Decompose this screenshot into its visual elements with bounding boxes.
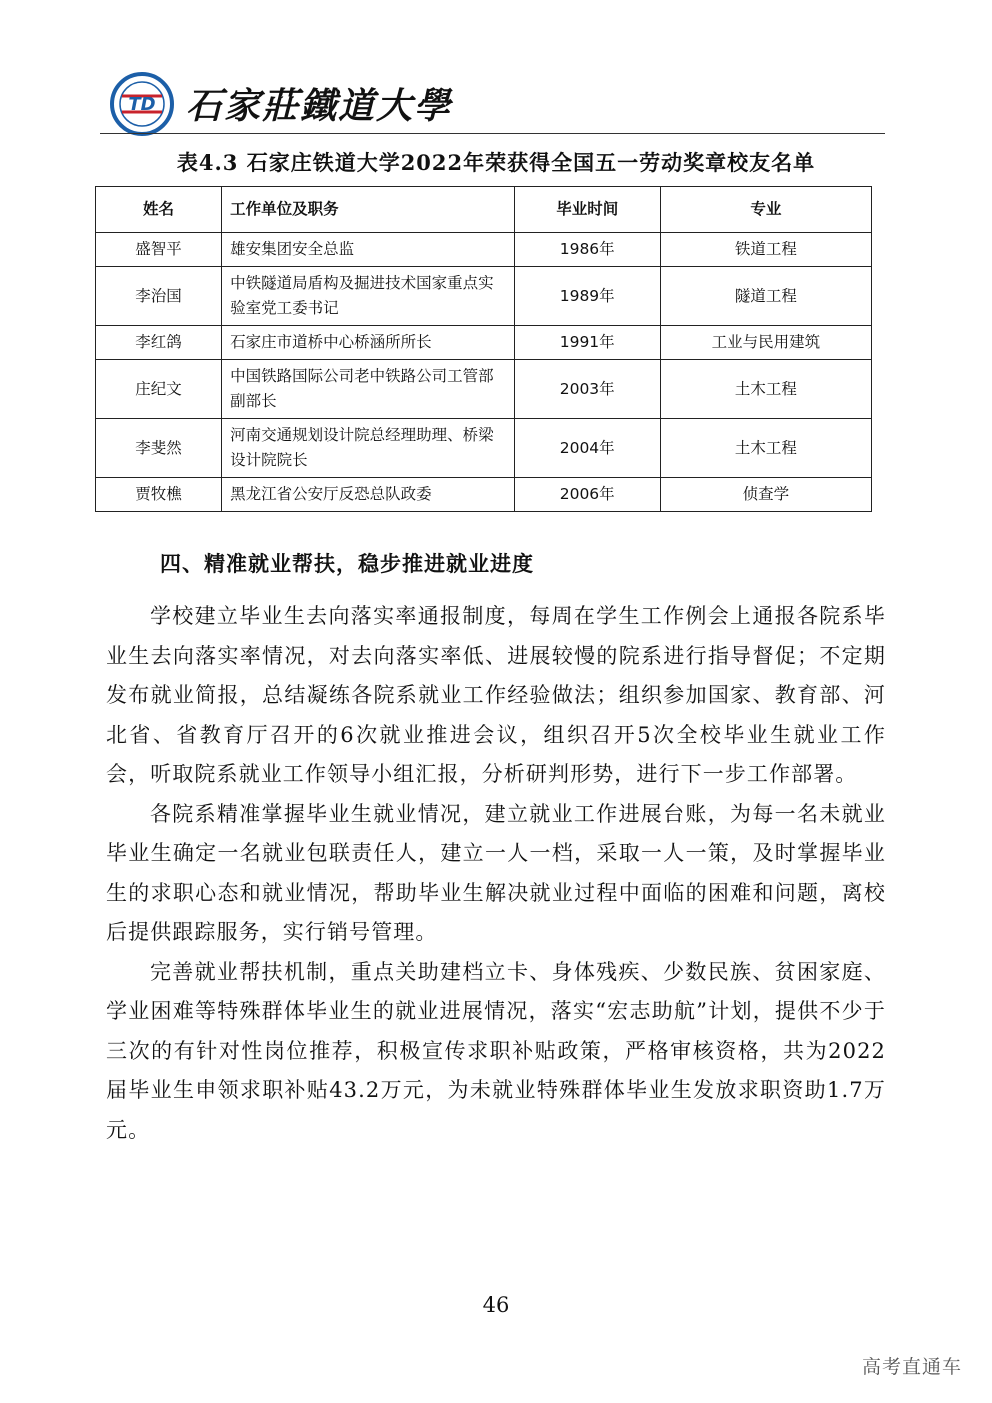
cell-major: 土木工程 [660,360,871,419]
column-header-year: 毕业时间 [514,187,660,233]
watermark: 高考直通车 [861,1356,962,1378]
column-header-name: 姓名 [96,187,222,233]
cell-unit: 黑龙江省公安厅反恐总队政委 [222,478,515,512]
cell-unit: 石家庄市道桥中心桥涵所所长 [222,326,515,360]
cell-year: 1989年 [514,267,660,326]
page-header [110,70,885,134]
section-heading: 四、精准就业帮扶，稳步推进就业进度 [160,551,534,576]
table-row [96,267,872,326]
cell-name: 李斐然 [96,419,222,478]
cell-major: 侦查学 [660,478,871,512]
page-number: 46 [482,1293,510,1317]
cell-name: 庄纪文 [96,360,222,419]
cell-year: 1986年 [514,233,660,267]
table-row [96,478,872,512]
cell-year: 2004年 [514,419,660,478]
logo-monogram: TD [128,94,156,115]
header-rule [100,133,885,134]
cell-major: 隧道工程 [660,267,871,326]
cell-major: 铁道工程 [660,233,871,267]
table-row [96,360,872,419]
cell-major: 土木工程 [660,419,871,478]
table-title: 表4.3 石家庄铁道大学2022年荣获得全国五一劳动奖章校友名单 [176,150,816,175]
paragraph: 学校建立毕业生去向落实率通报制度，每周在学生工作例会上通报各院系毕业生去向落实率情况，对去向落实率低、进展较慢的院系进行指导督促；不定期发布就业简报，总结凝练各院系就业工作经验做法；组织参加国家、教育部、河北省、省教育厅召开的6次就业推进会议，组织召开5次全校毕业生就业工作会，听取院系就业工作领导小组汇报，分析研判形势，进行下一步工作部署。 [106,604,886,786]
cell-year: 2006年 [514,478,660,512]
cell-major: 工业与民用建筑 [660,326,871,360]
cell-year: 2003年 [514,360,660,419]
cell-unit: 中国铁路国际公司老中铁路公司工管部副部长 [222,360,515,419]
university-name: 石家莊鐵道大學 [186,85,453,127]
awardees-table [95,186,872,512]
table-row [96,419,872,478]
table-row [96,326,872,360]
table-header-row [96,187,872,233]
section-body [106,597,886,1150]
cell-name: 李治国 [96,267,222,326]
paragraph: 完善就业帮扶机制，重点关助建档立卡、身体残疾、少数民族、贫困家庭、学业困难等特殊群体毕业生的就业进展情况，落实“宏志助航”计划，提供不少于三次的有针对性岗位推荐，积极宣传求职补贴政策，严格审核资格，共为2022届毕业生申领求职补贴43.2万元，为未就业特殊群体毕业生发放求职资助1.7万元。 [106,959,886,1142]
table-row [96,233,872,267]
cell-name: 贾牧樵 [96,478,222,512]
cell-name: 盛智平 [96,233,222,267]
paragraph: 各院系精准掌握毕业生就业情况，建立就业工作进展台账，为每一名未就业毕业生确定一名就业包联责任人，建立一人一档，采取一人一策，及时掌握毕业生的求职心态和就业情况，帮助毕业生解决就业过程中面临的困难和问题，离校后提供跟踪服务，实行销号管理。 [106,801,886,944]
cell-unit: 河南交通规划设计院总经理助理、桥梁设计院院长 [222,419,515,478]
column-header-major: 专业 [660,187,871,233]
cell-year: 1991年 [514,326,660,360]
cell-name: 李红鸽 [96,326,222,360]
column-header-unit: 工作单位及职务 [222,187,515,233]
university-logo [110,72,174,136]
cell-unit: 雄安集团安全总监 [222,233,515,267]
cell-unit: 中铁隧道局盾构及掘进技术国家重点实验室党工委书记 [222,267,515,326]
